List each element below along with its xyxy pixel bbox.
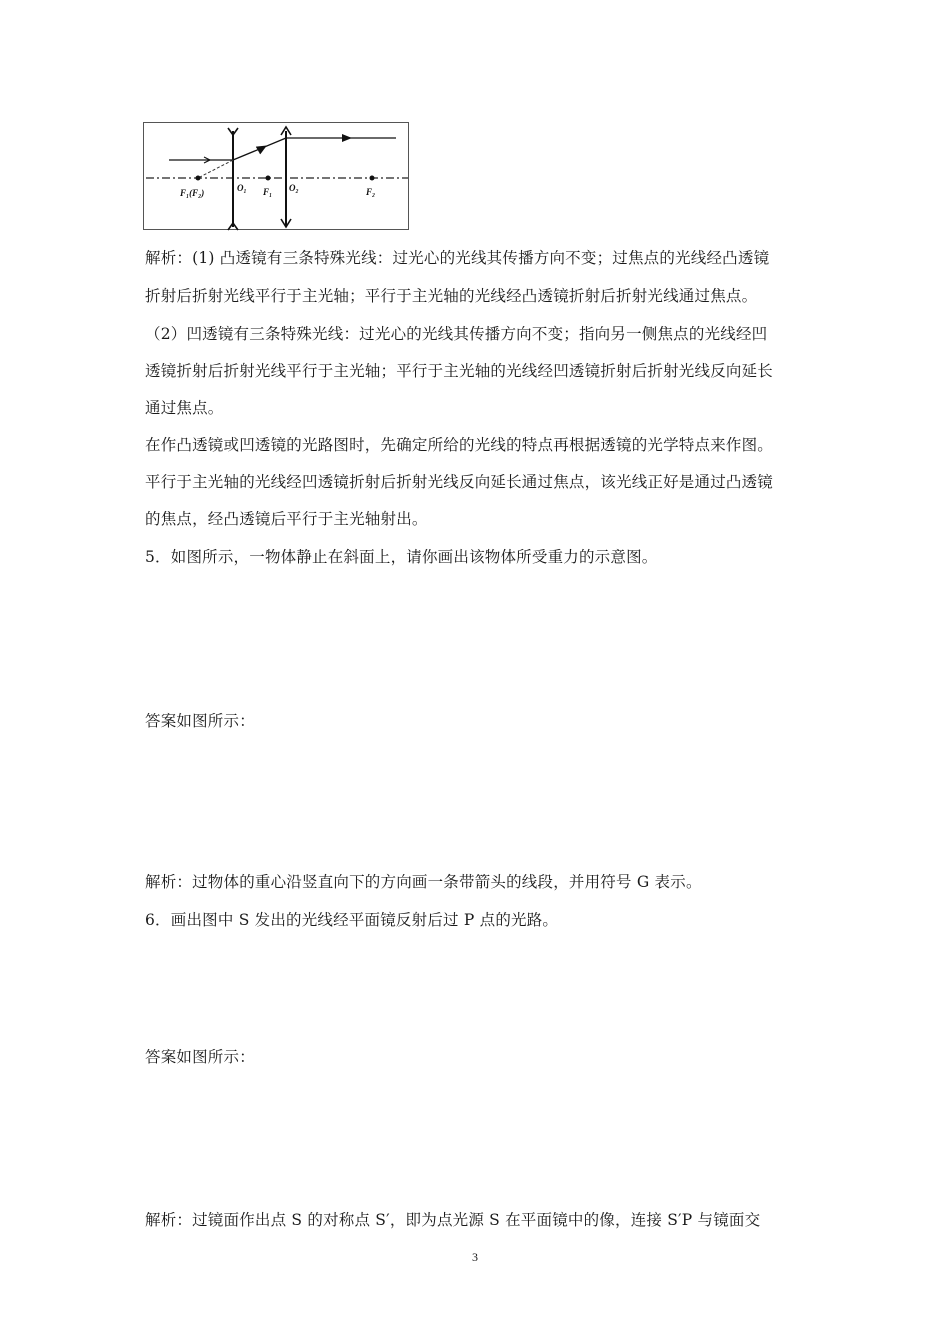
analysis-text: 解析：过物体的重心沿竖直向下的方向画一条带箭头的线段，并用符号 G 表示。 — [145, 873, 702, 891]
text-line: 平行于主光轴的光线经凹透镜折射后折射光线反向延长通过焦点，该光线正好是通过凸透镜 — [145, 473, 774, 491]
label-o2: O₂ — [289, 183, 299, 193]
text-line: 解析：(1) 凸透镜有三条特殊光线：过光心的光线其传播方向不变；过焦点的光线经凸透镜 — [145, 249, 770, 267]
point-f1 — [266, 176, 271, 181]
answer-label: 答案如图所示： — [145, 712, 255, 730]
label-f2: F₂ — [366, 187, 376, 197]
lens-diagram-svg — [144, 123, 410, 231]
label-o1: O₁ — [237, 183, 247, 193]
analysis-text: 解析：过镜面作出点 S 的对称点 S′，即为点光源 S 在平面镜中的像，连接 S′P 与镜面交 — [145, 1211, 761, 1229]
point-f2 — [370, 176, 375, 181]
text-line: 折射后折射光线平行于主光轴；平行于主光轴的光线经凸透镜折射后折射光线通过焦点。 — [145, 287, 758, 305]
text-line: （2）凹透镜有三条特殊光线：过光心的光线其传播方向不变；指向另一侧焦点的光线经凹 — [145, 325, 768, 343]
answer-label: 答案如图所示： — [145, 1048, 255, 1066]
label-f1: F₁ — [263, 187, 273, 197]
label-f1f2: F₁(F₂) — [180, 188, 205, 198]
lens-ray-diagram — [143, 122, 409, 230]
page-number: 3 — [472, 1250, 478, 1264]
text-line: 在作凸透镜或凹透镜的光路图时，先确定所给的光线的特点再根据透镜的光学特点来作图。 — [145, 436, 774, 454]
point-f1f2 — [196, 176, 201, 181]
text-line: 通过焦点。 — [145, 399, 224, 417]
question-5: 5．如图所示，一物体静止在斜面上，请你画出该物体所受重力的示意图。 — [145, 548, 658, 566]
question-6: 6．画出图中 S 发出的光线经平面镜反射后过 P 点的光路。 — [145, 911, 559, 929]
reverse-extension — [198, 160, 233, 178]
convex-lens — [281, 127, 291, 227]
concave-lens — [228, 128, 238, 230]
text-line: 透镜折射后折射光线平行于主光轴；平行于主光轴的光线经凹透镜折射后折射光线反向延长 — [145, 362, 774, 380]
text-line: 的焦点，经凸透镜后平行于主光轴射出。 — [145, 510, 428, 528]
